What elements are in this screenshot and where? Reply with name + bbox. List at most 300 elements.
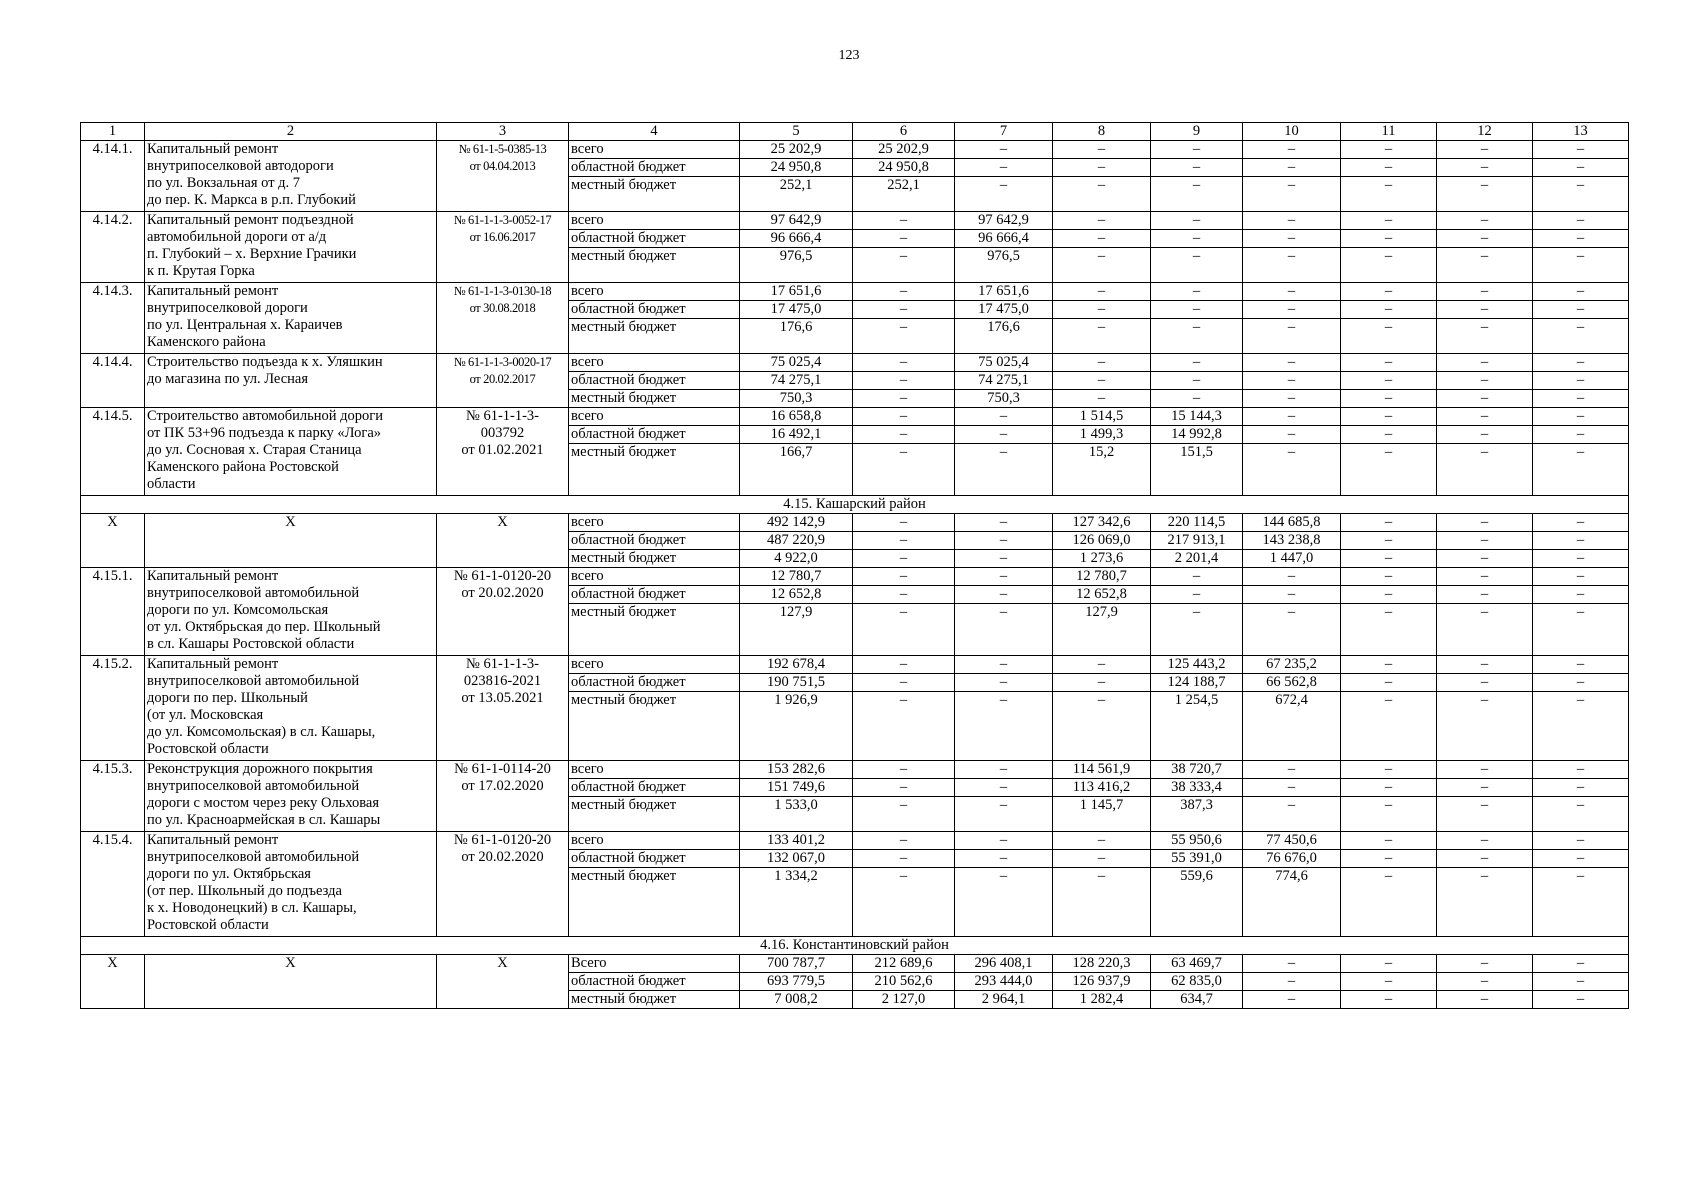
amount-cell: 750,3	[740, 390, 853, 408]
amount-cell: –	[1437, 444, 1533, 496]
amount-cell: –	[1243, 761, 1341, 779]
amount-cell: –	[1341, 319, 1437, 354]
amount-cell: 12 652,8	[740, 586, 853, 604]
amount-cell: –	[1053, 319, 1151, 354]
amount-cell: 190 751,5	[740, 674, 853, 692]
funding-source: всего	[569, 514, 740, 532]
document-reference	[437, 408, 569, 496]
amount-cell: –	[1243, 955, 1341, 973]
amount-cell: –	[1151, 319, 1243, 354]
funding-source: местный бюджет	[569, 797, 740, 832]
amount-cell: –	[1533, 230, 1629, 248]
amount-cell: –	[1341, 408, 1437, 426]
amount-cell: –	[1437, 141, 1533, 159]
amount-cell: –	[1437, 390, 1533, 408]
text-line: от ПК 53+96 подъезда к парку «Лога»	[147, 425, 382, 441]
text-line: автомобильной дороги от а/д	[147, 229, 327, 245]
amount-cell: –	[853, 797, 955, 832]
amount-cell: 17 475,0	[955, 301, 1053, 319]
funding-source: местный бюджет	[569, 177, 740, 212]
amount-cell: 113 416,2	[1053, 779, 1151, 797]
amount-cell: –	[1437, 230, 1533, 248]
document-reference	[437, 955, 569, 1009]
amount-cell: –	[955, 426, 1053, 444]
amount-cell: –	[1053, 390, 1151, 408]
amount-cell: –	[1533, 674, 1629, 692]
amount-cell: 144 685,8	[1243, 514, 1341, 532]
amount-cell: 1 273,6	[1053, 550, 1151, 568]
column-header: 4	[569, 123, 740, 141]
amount-cell: –	[853, 390, 955, 408]
amount-cell: 12 780,7	[740, 568, 853, 586]
amount-cell: –	[955, 832, 1053, 850]
funding-source: местный бюджет	[569, 319, 740, 354]
item-number: 4.15.3.	[81, 761, 145, 832]
amount-cell: –	[853, 850, 955, 868]
amount-cell: –	[1053, 230, 1151, 248]
amount-cell: –	[1053, 248, 1151, 283]
text-line: дороги с мостом через реку Ольховая	[147, 795, 380, 811]
amount-cell: 76 676,0	[1243, 850, 1341, 868]
text-line: по ул. Центральная х. Караичев	[147, 317, 343, 333]
item-number: Х	[81, 514, 145, 568]
amount-cell: 976,5	[955, 248, 1053, 283]
amount-cell: –	[1533, 991, 1629, 1009]
item-number: 4.14.1.	[81, 141, 145, 212]
amount-cell: –	[1437, 248, 1533, 283]
item-description	[145, 141, 437, 212]
amount-cell: –	[1437, 604, 1533, 656]
amount-cell: –	[853, 426, 955, 444]
amount-cell: –	[853, 212, 955, 230]
amount-cell: –	[1243, 248, 1341, 283]
item-description	[145, 354, 437, 408]
amount-cell: –	[955, 514, 1053, 532]
amount-cell: 133 401,2	[740, 832, 853, 850]
item-number: 4.14.3.	[81, 283, 145, 354]
funding-source: областной бюджет	[569, 586, 740, 604]
amount-cell: –	[1437, 674, 1533, 692]
amount-cell: 25 202,9	[740, 141, 853, 159]
section-row	[81, 937, 1629, 955]
amount-cell: –	[853, 248, 955, 283]
amount-cell: 166,7	[740, 444, 853, 496]
amount-cell: –	[1151, 212, 1243, 230]
text-line: внутрипоселковой автомобильной	[147, 585, 360, 601]
funding-source: всего	[569, 141, 740, 159]
amount-cell: 2 201,4	[1151, 550, 1243, 568]
amount-cell: –	[955, 868, 1053, 937]
text-line: Каменского района Ростовской	[147, 459, 339, 475]
amount-cell: –	[955, 850, 1053, 868]
funding-source: местный бюджет	[569, 390, 740, 408]
amount-cell: 750,3	[955, 390, 1053, 408]
text-line: Каменского района	[147, 334, 266, 350]
amount-cell: –	[1053, 159, 1151, 177]
document-reference	[437, 514, 569, 568]
amount-cell: –	[1437, 586, 1533, 604]
amount-cell: –	[955, 674, 1053, 692]
amount-cell: 252,1	[853, 177, 955, 212]
column-header: 9	[1151, 123, 1243, 141]
amount-cell: 387,3	[1151, 797, 1243, 832]
document-reference	[437, 354, 569, 408]
amount-cell: –	[1437, 568, 1533, 586]
amount-cell: –	[1341, 372, 1437, 390]
amount-cell: –	[1533, 973, 1629, 991]
amount-cell: –	[853, 674, 955, 692]
amount-cell: 693 779,5	[740, 973, 853, 991]
amount-cell: –	[1341, 550, 1437, 568]
amount-cell: 1 533,0	[740, 797, 853, 832]
text-line: области	[147, 476, 196, 492]
table-row	[81, 568, 1629, 586]
amount-cell: –	[1341, 692, 1437, 761]
text-line: Ростовской области	[147, 917, 269, 933]
amount-cell: 127 342,6	[1053, 514, 1151, 532]
amount-cell: 12 652,8	[1053, 586, 1151, 604]
text-line: от 13.05.2021	[461, 690, 544, 706]
amount-cell: –	[1341, 850, 1437, 868]
amount-cell: –	[1341, 426, 1437, 444]
amount-cell: –	[1053, 832, 1151, 850]
amount-cell: –	[1533, 301, 1629, 319]
amount-cell: –	[1243, 230, 1341, 248]
amount-cell: –	[955, 797, 1053, 832]
funding-source: местный бюджет	[569, 604, 740, 656]
amount-cell: –	[853, 832, 955, 850]
amount-cell: 143 238,8	[1243, 532, 1341, 550]
text-line: № 61-1-0120-20	[453, 568, 552, 584]
amount-cell: –	[1533, 514, 1629, 532]
funding-source: Всего	[569, 955, 740, 973]
amount-cell: 217 913,1	[1151, 532, 1243, 550]
budget-table	[80, 122, 1629, 1009]
amount-cell: –	[1243, 212, 1341, 230]
text-line: по ул. Вокзальная от д. 7	[147, 175, 301, 191]
text-line: п. Глубокий – х. Верхние Грачики	[147, 246, 357, 262]
amount-cell: 24 950,8	[740, 159, 853, 177]
amount-cell: 15,2	[1053, 444, 1151, 496]
amount-cell: –	[1533, 550, 1629, 568]
amount-cell: –	[1437, 692, 1533, 761]
amount-cell: –	[853, 586, 955, 604]
funding-source: местный бюджет	[569, 692, 740, 761]
amount-cell: –	[1437, 159, 1533, 177]
funding-source: областной бюджет	[569, 372, 740, 390]
table-row	[81, 955, 1629, 973]
amount-cell: –	[853, 761, 955, 779]
document-reference	[437, 761, 569, 832]
funding-source: всего	[569, 354, 740, 372]
amount-cell: –	[1053, 177, 1151, 212]
funding-source: местный бюджет	[569, 248, 740, 283]
amount-cell: 151,5	[1151, 444, 1243, 496]
text-line: № 61-1-0114-20	[454, 761, 551, 777]
text-line: до ул. Комсомольская) в сл. Кашары,	[147, 724, 376, 740]
text-line: до магазина по ул. Лесная	[147, 371, 309, 387]
amount-cell: –	[1437, 532, 1533, 550]
amount-cell: –	[853, 514, 955, 532]
amount-cell: –	[1341, 761, 1437, 779]
item-number: 4.15.1.	[81, 568, 145, 656]
amount-cell: –	[1243, 973, 1341, 991]
amount-cell: 1 254,5	[1151, 692, 1243, 761]
text-line: внутрипоселковой автомобильной	[147, 778, 360, 794]
amount-cell: –	[955, 761, 1053, 779]
amount-cell: 296 408,1	[955, 955, 1053, 973]
amount-cell: –	[1341, 514, 1437, 532]
amount-cell: –	[1151, 586, 1243, 604]
amount-cell: 15 144,3	[1151, 408, 1243, 426]
amount-cell: –	[1053, 850, 1151, 868]
amount-cell: 1 145,7	[1053, 797, 1151, 832]
section-title: 4.16. Константиновский район	[81, 937, 1629, 955]
amount-cell: 252,1	[740, 177, 853, 212]
amount-cell: –	[853, 550, 955, 568]
amount-cell: 1 334,2	[740, 868, 853, 937]
text-line: от 17.02.2020	[461, 778, 544, 794]
amount-cell: –	[1533, 955, 1629, 973]
amount-cell: –	[1533, 372, 1629, 390]
amount-cell: –	[1341, 868, 1437, 937]
amount-cell: –	[1533, 177, 1629, 212]
text-line: в сл. Кашары Ростовской области	[147, 636, 355, 652]
amount-cell: –	[1243, 604, 1341, 656]
section-row	[81, 496, 1629, 514]
amount-cell: –	[1341, 955, 1437, 973]
column-header: 2	[145, 123, 437, 141]
amount-cell: –	[1533, 141, 1629, 159]
amount-cell: –	[955, 656, 1053, 674]
document-reference	[437, 568, 569, 656]
text-line: Х	[497, 514, 508, 530]
amount-cell: –	[1053, 868, 1151, 937]
amount-cell: –	[1243, 390, 1341, 408]
amount-cell: –	[1533, 444, 1629, 496]
amount-cell: –	[1533, 850, 1629, 868]
text-line: Реконструкция дорожного покрытия	[147, 761, 373, 777]
amount-cell: –	[1053, 354, 1151, 372]
amount-cell: –	[853, 692, 955, 761]
amount-cell: –	[853, 779, 955, 797]
amount-cell: –	[1533, 868, 1629, 937]
amount-cell: –	[1533, 426, 1629, 444]
amount-cell: 126 069,0	[1053, 532, 1151, 550]
amount-cell: 212 689,6	[853, 955, 955, 973]
amount-cell: –	[1341, 568, 1437, 586]
amount-cell: –	[1533, 692, 1629, 761]
table-row	[81, 141, 1629, 159]
text-line: Капитальный ремонт подъездной	[147, 212, 354, 228]
table-row	[81, 514, 1629, 532]
amount-cell: –	[1151, 230, 1243, 248]
amount-cell: 124 188,7	[1151, 674, 1243, 692]
document-reference	[437, 212, 569, 283]
amount-cell: 16 492,1	[740, 426, 853, 444]
amount-cell: –	[1151, 159, 1243, 177]
text-line: к п. Крутая Горка	[147, 263, 255, 279]
funding-source: всего	[569, 212, 740, 230]
amount-cell: 24 950,8	[853, 159, 955, 177]
amount-cell: –	[1243, 408, 1341, 426]
amount-cell: –	[1437, 991, 1533, 1009]
amount-cell: –	[1243, 301, 1341, 319]
amount-cell: –	[1151, 248, 1243, 283]
text-line: внутрипоселковой автомобильной	[147, 673, 360, 689]
funding-source: областной бюджет	[569, 674, 740, 692]
item-description	[145, 955, 437, 1009]
document-reference	[437, 832, 569, 937]
column-header: 3	[437, 123, 569, 141]
amount-cell: 487 220,9	[740, 532, 853, 550]
amount-cell: –	[1533, 586, 1629, 604]
amount-cell: –	[1151, 354, 1243, 372]
text-line: № 61-1-1-3-0130-18	[453, 284, 552, 298]
amount-cell: –	[1437, 850, 1533, 868]
amount-cell: 176,6	[740, 319, 853, 354]
funding-source: всего	[569, 568, 740, 586]
amount-cell: 127,9	[740, 604, 853, 656]
amount-cell: –	[955, 692, 1053, 761]
amount-cell: –	[1341, 604, 1437, 656]
amount-cell: –	[1533, 568, 1629, 586]
funding-source: всего	[569, 656, 740, 674]
amount-cell: 634,7	[1151, 991, 1243, 1009]
page-number: 123	[838, 48, 860, 63]
funding-source: областной бюджет	[569, 159, 740, 177]
amount-cell: –	[955, 532, 1053, 550]
table-row	[81, 656, 1629, 674]
amount-cell: 2 964,1	[955, 991, 1053, 1009]
amount-cell: –	[1437, 832, 1533, 850]
amount-cell: –	[955, 408, 1053, 426]
amount-cell: –	[1341, 141, 1437, 159]
amount-cell: 126 937,9	[1053, 973, 1151, 991]
amount-cell: –	[1437, 514, 1533, 532]
amount-cell: 127,9	[1053, 604, 1151, 656]
text-line: 003792	[480, 425, 525, 441]
amount-cell: 128 220,3	[1053, 955, 1151, 973]
amount-cell: –	[1053, 372, 1151, 390]
amount-cell: –	[1341, 248, 1437, 283]
amount-cell: 75 025,4	[955, 354, 1053, 372]
text-line: внутрипоселковой дороги	[147, 300, 308, 316]
text-line: Капитальный ремонт	[147, 656, 279, 672]
amount-cell: –	[1243, 141, 1341, 159]
amount-cell: 74 275,1	[740, 372, 853, 390]
amount-cell: –	[955, 604, 1053, 656]
text-line: внутрипоселковой автодороги	[147, 158, 334, 174]
amount-cell: 74 275,1	[955, 372, 1053, 390]
amount-cell: –	[1053, 283, 1151, 301]
funding-source: местный бюджет	[569, 444, 740, 496]
amount-cell: –	[1341, 444, 1437, 496]
amount-cell: –	[1437, 868, 1533, 937]
amount-cell: 1 514,5	[1053, 408, 1151, 426]
column-header: 6	[853, 123, 955, 141]
amount-cell: –	[1437, 283, 1533, 301]
amount-cell: –	[955, 779, 1053, 797]
amount-cell: –	[853, 354, 955, 372]
amount-cell: –	[853, 656, 955, 674]
amount-cell: –	[1053, 212, 1151, 230]
text-line: Капитальный ремонт	[147, 141, 279, 157]
amount-cell: –	[1151, 283, 1243, 301]
amount-cell: 1 282,4	[1053, 991, 1151, 1009]
amount-cell: 220 114,5	[1151, 514, 1243, 532]
amount-cell: –	[853, 319, 955, 354]
amount-cell: –	[1341, 532, 1437, 550]
text-line: к х. Новодонецкий) в сл. Кашары,	[147, 900, 357, 916]
funding-source: всего	[569, 408, 740, 426]
amount-cell: –	[1053, 692, 1151, 761]
amount-cell: –	[1437, 550, 1533, 568]
item-description	[145, 408, 437, 496]
amount-cell: –	[1533, 319, 1629, 354]
amount-cell: –	[955, 177, 1053, 212]
amount-cell: –	[1341, 832, 1437, 850]
amount-cell: 153 282,6	[740, 761, 853, 779]
item-number: Х	[81, 955, 145, 1009]
text-line: Ростовской области	[147, 741, 269, 757]
amount-cell: –	[1533, 354, 1629, 372]
amount-cell: –	[955, 586, 1053, 604]
amount-cell: 12 780,7	[1053, 568, 1151, 586]
table-row	[81, 354, 1629, 372]
amount-cell: 7 008,2	[740, 991, 853, 1009]
text-line: Капитальный ремонт	[147, 568, 279, 584]
amount-cell: 16 658,8	[740, 408, 853, 426]
amount-cell: 672,4	[1243, 692, 1341, 761]
amount-cell: –	[1533, 779, 1629, 797]
text-line: дороги по ул. Комсомольская	[147, 602, 329, 618]
text-line: от 30.08.2018	[469, 301, 536, 315]
amount-cell: –	[1243, 991, 1341, 1009]
amount-cell: –	[1341, 797, 1437, 832]
text-line: Строительство подъезда к х. Уляшкин	[147, 354, 383, 370]
amount-cell: 976,5	[740, 248, 853, 283]
text-line: Х	[285, 955, 296, 971]
amount-cell: –	[853, 372, 955, 390]
amount-cell: –	[1437, 761, 1533, 779]
amount-cell: 700 787,7	[740, 955, 853, 973]
amount-cell: –	[1151, 301, 1243, 319]
amount-cell: 17 651,6	[955, 283, 1053, 301]
text-line: 023816-2021	[463, 673, 542, 689]
amount-cell: –	[1341, 212, 1437, 230]
column-header: 5	[740, 123, 853, 141]
amount-cell: 14 992,8	[1151, 426, 1243, 444]
amount-cell: 55 391,0	[1151, 850, 1243, 868]
amount-cell: –	[955, 550, 1053, 568]
table-row	[81, 408, 1629, 426]
amount-cell: 17 651,6	[740, 283, 853, 301]
text-line: от ул. Октябрьская до пер. Школьный	[147, 619, 381, 635]
amount-cell: –	[1437, 426, 1533, 444]
amount-cell: –	[853, 283, 955, 301]
text-line: от 20.02.2020	[461, 585, 544, 601]
column-header: 12	[1437, 123, 1533, 141]
amount-cell: 25 202,9	[853, 141, 955, 159]
amount-cell: –	[1533, 797, 1629, 832]
amount-cell: 96 666,4	[740, 230, 853, 248]
amount-cell: –	[1243, 177, 1341, 212]
amount-cell: –	[1243, 159, 1341, 177]
amount-cell: –	[1533, 656, 1629, 674]
header-row	[81, 123, 1629, 141]
amount-cell: –	[1533, 532, 1629, 550]
